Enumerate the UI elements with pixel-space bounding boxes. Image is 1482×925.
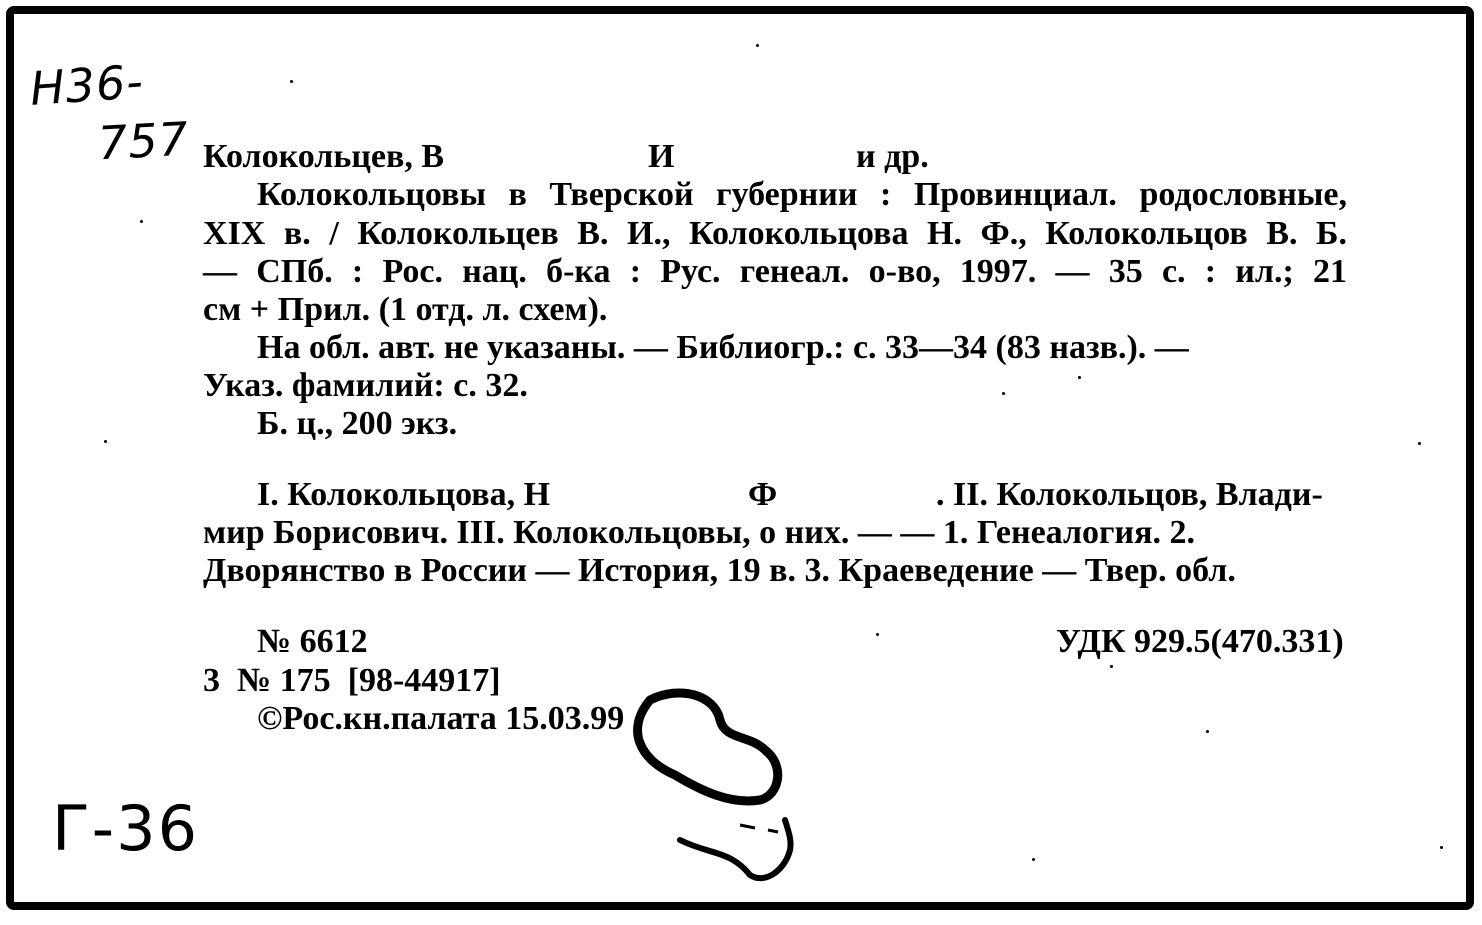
- speck: [1032, 858, 1035, 861]
- handwritten-call-number-bottom: 757: [96, 111, 191, 171]
- author-surname: Колокольцев, В: [203, 138, 445, 175]
- speck: [140, 220, 143, 223]
- card-number: № 6612: [257, 623, 368, 660]
- title-line-3: — СПб. : Рос. нац. б-ка : Рус. генеал. о-во, 1997. — 35 с. : ил.; 21: [203, 253, 1347, 290]
- handwritten-bottom-mark: Г-36: [52, 792, 200, 865]
- notes-line-1: На обл. авт. не указаны. — Библиогр.: с. 33—34 (83 назв.). —: [257, 329, 1189, 366]
- notes-line-2: Указ. фамилий: с. 32.: [203, 367, 528, 404]
- speck: [1002, 392, 1005, 395]
- author-suffix: и др.: [856, 138, 929, 175]
- speck: [876, 633, 879, 636]
- record-number: 3 № 175 [98-44917]: [203, 662, 501, 699]
- speck: [104, 440, 107, 443]
- tracing-1-continuation: . II. Колокольцов, Влади-: [936, 476, 1323, 513]
- speck: [756, 44, 759, 47]
- copyright-line: ©Рос.кн.палата 15.03.99: [257, 700, 625, 737]
- tracing-line-2: мир Борисович. III. Колокольцовы, о них. — — 1. Генеалогия. 2.: [203, 514, 1195, 551]
- speck: [1440, 846, 1443, 849]
- handwritten-call-number-top: Н36-: [28, 54, 146, 116]
- tracing-1-name: I. Колокольцова, Н: [257, 476, 551, 513]
- tracing-1-initial: Ф: [748, 476, 778, 513]
- tracing-line-3: Дворянство в России — История, 19 в. 3. Краеведение — Твер. обл.: [203, 552, 1236, 589]
- speck: [1110, 665, 1113, 668]
- title-line-2: XIX в. / Колокольцев В. И., Колокольцова Н. Ф., Колокольцов В. Б.: [203, 215, 1347, 252]
- price-and-copies: Б. ц., 200 экз.: [257, 405, 458, 442]
- title-line-4: см + Прил. (1 отд. л. схем).: [203, 291, 608, 328]
- udc-code: УДК 929.5(470.331): [1056, 623, 1344, 660]
- author-patronymic-initial: И: [648, 138, 675, 175]
- handwritten-stamp-mark: [620, 680, 820, 890]
- speck: [1206, 730, 1209, 733]
- title-line-1: Колокольцовы в Тверской губернии : Провинциал. родословные,: [257, 176, 1347, 213]
- speck: [1078, 376, 1081, 379]
- speck: [290, 80, 293, 83]
- speck: [1418, 442, 1421, 445]
